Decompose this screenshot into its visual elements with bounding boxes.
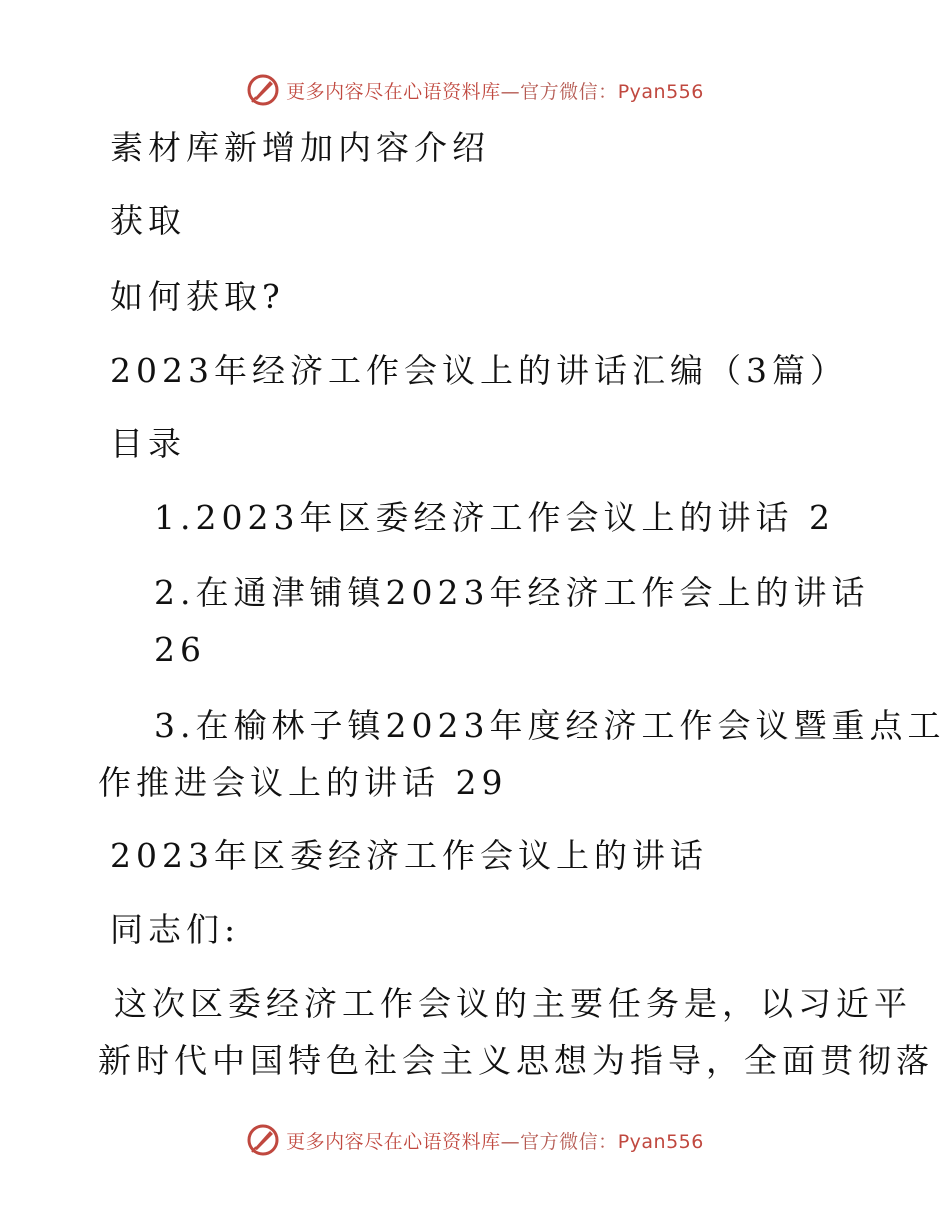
banner-separator: —: [500, 1130, 521, 1153]
banner-site-name: 更多内容尽在心语资料库: [286, 1130, 501, 1153]
banner-official-label: 官方微信：: [520, 80, 618, 103]
body-paragraph-line-1: 这次区委经济工作会议的主要任务是，以习近平: [114, 984, 912, 1023]
toc-entry-3-cont[interactable]: 作推进会议上的讲话 29: [98, 763, 508, 802]
speech-title: 2023年区委经济工作会议上的讲话: [110, 836, 708, 875]
banner-separator: —: [500, 80, 521, 103]
toc-heading: 目录: [110, 424, 186, 463]
banner-wechat-id: Pyan556: [617, 1130, 704, 1153]
toc-entry-2-page[interactable]: 26: [154, 630, 206, 669]
body-paragraph-line-2: 新时代中国特色社会主义思想为指导，全面贯彻落: [98, 1041, 934, 1080]
footer-banner: [0, 1120, 950, 1160]
get-heading: 获取: [110, 201, 186, 240]
quill-logo-icon: [246, 73, 280, 107]
compilation-title: 2023年经济工作会议上的讲话汇编（3篇）: [110, 351, 848, 390]
toc-entry-2[interactable]: 2.在通津铺镇2023年经济工作会上的讲话: [154, 573, 870, 612]
banner-text: [286, 1127, 704, 1154]
toc-entry-1[interactable]: 1.2023年区委经济工作会议上的讲话 2: [154, 498, 835, 537]
banner-wechat-id: Pyan556: [617, 80, 704, 103]
intro-title: 素材库新增加内容介绍: [110, 128, 490, 167]
salutation: 同志们:: [110, 910, 241, 949]
toc-entry-3[interactable]: 3.在榆林子镇2023年度经济工作会议暨重点工: [154, 706, 946, 745]
header-banner: [0, 70, 950, 110]
quill-logo-icon: [246, 1123, 280, 1157]
banner-site-name: 更多内容尽在心语资料库: [286, 80, 501, 103]
banner-official-label: 官方微信：: [520, 1130, 618, 1153]
how-get-heading: 如何获取?: [110, 277, 285, 316]
banner-text: [286, 77, 704, 104]
